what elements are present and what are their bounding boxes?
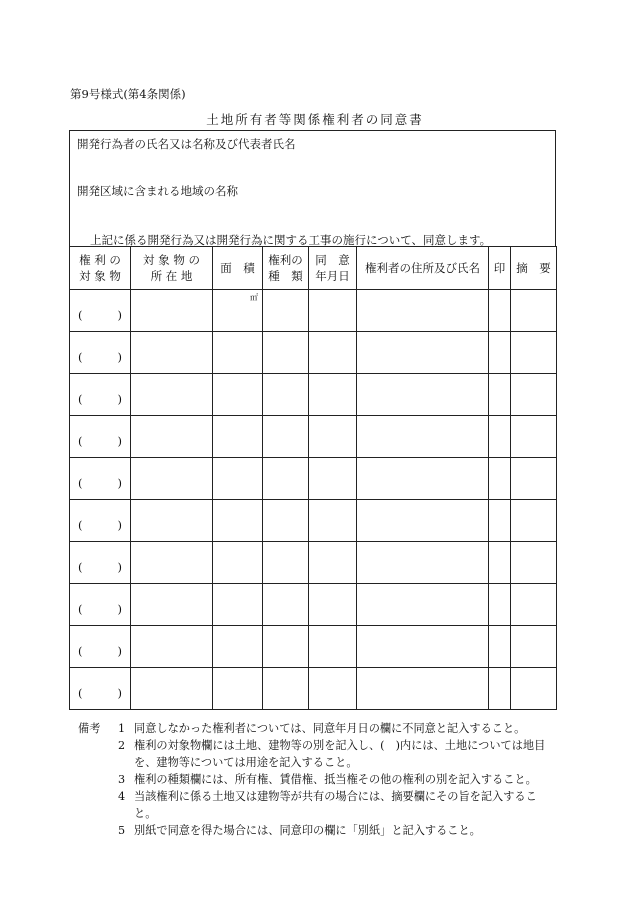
target-cell[interactable] — [70, 458, 131, 500]
header-area: 面 積 — [213, 247, 263, 290]
header-consent-date: 同 意 年月日 — [309, 247, 357, 290]
consent-date-cell[interactable] — [309, 458, 357, 500]
parenthesis-blank: ( ) — [78, 518, 122, 532]
remarks-cell[interactable] — [511, 668, 557, 710]
notes-heading: 備考 — [78, 722, 101, 735]
remarks-cell[interactable] — [511, 626, 557, 668]
seal-cell[interactable] — [489, 416, 511, 458]
header-location: 対 象 物 の 所 在 地 — [131, 247, 213, 290]
consent-date-cell[interactable] — [309, 416, 357, 458]
remarks-cell[interactable] — [511, 500, 557, 542]
right-type-cell[interactable] — [263, 374, 309, 416]
consent-statement: 上記に係る開発行為又は開発行為に関する工事の施行について、同意します。 — [90, 233, 492, 247]
consent-date-cell[interactable] — [309, 332, 357, 374]
consent-date-cell[interactable] — [309, 500, 357, 542]
area-cell[interactable] — [213, 668, 263, 710]
right-type-cell[interactable] — [263, 416, 309, 458]
remarks-cell[interactable] — [511, 332, 557, 374]
target-cell[interactable] — [70, 668, 131, 710]
parenthesis-blank: ( ) — [78, 434, 122, 448]
seal-cell[interactable] — [489, 626, 511, 668]
target-cell[interactable] — [70, 332, 131, 374]
seal-cell[interactable] — [489, 458, 511, 500]
parenthesis-blank: ( ) — [78, 476, 122, 490]
holder-cell[interactable] — [357, 668, 489, 710]
right-type-cell[interactable] — [263, 626, 309, 668]
location-cell[interactable] — [131, 332, 213, 374]
parenthesis-blank: ( ) — [78, 602, 122, 616]
seal-cell[interactable] — [489, 500, 511, 542]
holder-cell[interactable] — [357, 626, 489, 668]
table-header-row — [70, 247, 557, 290]
target-cell[interactable] — [70, 416, 131, 458]
holder-cell[interactable] — [357, 332, 489, 374]
area-cell[interactable] — [213, 290, 263, 332]
developer-info-box — [69, 130, 556, 246]
seal-cell[interactable] — [489, 584, 511, 626]
remarks-cell[interactable] — [511, 416, 557, 458]
parenthesis-blank: ( ) — [78, 560, 122, 574]
form-number: 第9号様式(第4条関係) — [70, 87, 186, 101]
notes-section — [78, 720, 554, 839]
location-cell[interactable] — [131, 416, 213, 458]
developer-name-field[interactable]: 開発行為者の氏名又は名称及び代表者氏名 — [77, 137, 296, 151]
holder-cell[interactable] — [357, 416, 489, 458]
location-cell[interactable] — [131, 374, 213, 416]
area-cell[interactable] — [213, 374, 263, 416]
right-type-cell[interactable] — [263, 332, 309, 374]
target-cell[interactable] — [70, 290, 131, 332]
remarks-cell[interactable] — [511, 458, 557, 500]
table-row — [70, 668, 557, 710]
right-type-cell[interactable] — [263, 584, 309, 626]
location-cell[interactable] — [131, 290, 213, 332]
parenthesis-blank: ( ) — [78, 308, 122, 322]
note-item: 5 別紙で同意を得た場合には、同意印の欄に「別紙」と記入すること。 — [118, 824, 481, 837]
consent-date-cell[interactable] — [309, 584, 357, 626]
area-cell[interactable] — [213, 458, 263, 500]
location-cell[interactable] — [131, 584, 213, 626]
parenthesis-blank: ( ) — [78, 350, 122, 364]
consent-date-cell[interactable] — [309, 374, 357, 416]
remarks-cell[interactable] — [511, 374, 557, 416]
holder-cell[interactable] — [357, 500, 489, 542]
note-item: 4 当該権利に係る土地又は建物等が共有の場合には、摘要欄にその旨を記入すること。 — [118, 790, 537, 820]
consent-date-cell[interactable] — [309, 626, 357, 668]
table-row — [70, 584, 557, 626]
table-row — [70, 374, 557, 416]
seal-cell[interactable] — [489, 668, 511, 710]
right-type-cell[interactable] — [263, 458, 309, 500]
header-holder: 権利者の住所及び氏名 — [357, 247, 489, 290]
table-row — [70, 290, 557, 332]
table-row — [70, 542, 557, 584]
area-cell[interactable] — [213, 626, 263, 668]
note-item: 3 権利の種類欄には、所有権、賃借権、抵当権その他の権利の別を記入すること。 — [118, 773, 537, 786]
area-cell[interactable] — [213, 542, 263, 584]
remarks-cell[interactable] — [511, 584, 557, 626]
area-cell[interactable] — [213, 332, 263, 374]
parenthesis-blank: ( ) — [78, 644, 122, 658]
area-cell[interactable] — [213, 500, 263, 542]
area-unit: ㎡ — [250, 293, 258, 302]
note-item: 2 権利の対象物欄には土地、建物等の別を記入し、( )内には、土地については地目を、建物等については用途を記入すること。 — [118, 739, 546, 769]
table-row — [70, 416, 557, 458]
area-cell[interactable] — [213, 416, 263, 458]
header-target: 権 利 の 対 象 物 — [70, 247, 131, 290]
seal-cell[interactable] — [489, 374, 511, 416]
header-remarks: 摘 要 — [511, 247, 557, 290]
holder-cell[interactable] — [357, 290, 489, 332]
seal-cell[interactable] — [489, 542, 511, 584]
area-cell[interactable] — [213, 584, 263, 626]
parenthesis-blank: ( ) — [78, 392, 122, 406]
target-cell[interactable] — [70, 374, 131, 416]
seal-cell[interactable] — [489, 332, 511, 374]
right-type-cell[interactable] — [263, 500, 309, 542]
table-row — [70, 500, 557, 542]
consent-date-cell[interactable] — [309, 290, 357, 332]
remarks-cell[interactable] — [511, 290, 557, 332]
consent-date-cell[interactable] — [309, 668, 357, 710]
table-row — [70, 626, 557, 668]
seal-cell[interactable] — [489, 290, 511, 332]
parenthesis-blank: ( ) — [78, 686, 122, 700]
right-type-cell[interactable] — [263, 668, 309, 710]
header-seal: 印 — [489, 247, 511, 290]
location-cell[interactable] — [131, 668, 213, 710]
location-cell[interactable] — [131, 500, 213, 542]
target-cell[interactable] — [70, 542, 131, 584]
location-cell[interactable] — [131, 542, 213, 584]
right-type-cell[interactable] — [263, 290, 309, 332]
holder-cell[interactable] — [357, 458, 489, 500]
holder-cell[interactable] — [357, 542, 489, 584]
target-cell[interactable] — [70, 584, 131, 626]
remarks-cell[interactable] — [511, 542, 557, 584]
area-name-field[interactable]: 開発区域に含まれる地域の名称 — [77, 184, 238, 198]
holder-cell[interactable] — [357, 374, 489, 416]
right-type-cell[interactable] — [263, 542, 309, 584]
target-cell[interactable] — [70, 626, 131, 668]
consent-date-cell[interactable] — [309, 542, 357, 584]
rights-holders-table — [69, 246, 557, 710]
table-row — [70, 332, 557, 374]
note-item: 備考 1 同意しなかった権利者については、同意年月日の欄に不同意と記入すること。 — [78, 722, 526, 735]
location-cell[interactable] — [131, 626, 213, 668]
target-cell[interactable] — [70, 500, 131, 542]
table-row — [70, 458, 557, 500]
document-title: 土地所有者等関係権利者の同意書 — [206, 112, 424, 127]
holder-cell[interactable] — [357, 584, 489, 626]
location-cell[interactable] — [131, 458, 213, 500]
header-right-type: 権利の 種 類 — [263, 247, 309, 290]
